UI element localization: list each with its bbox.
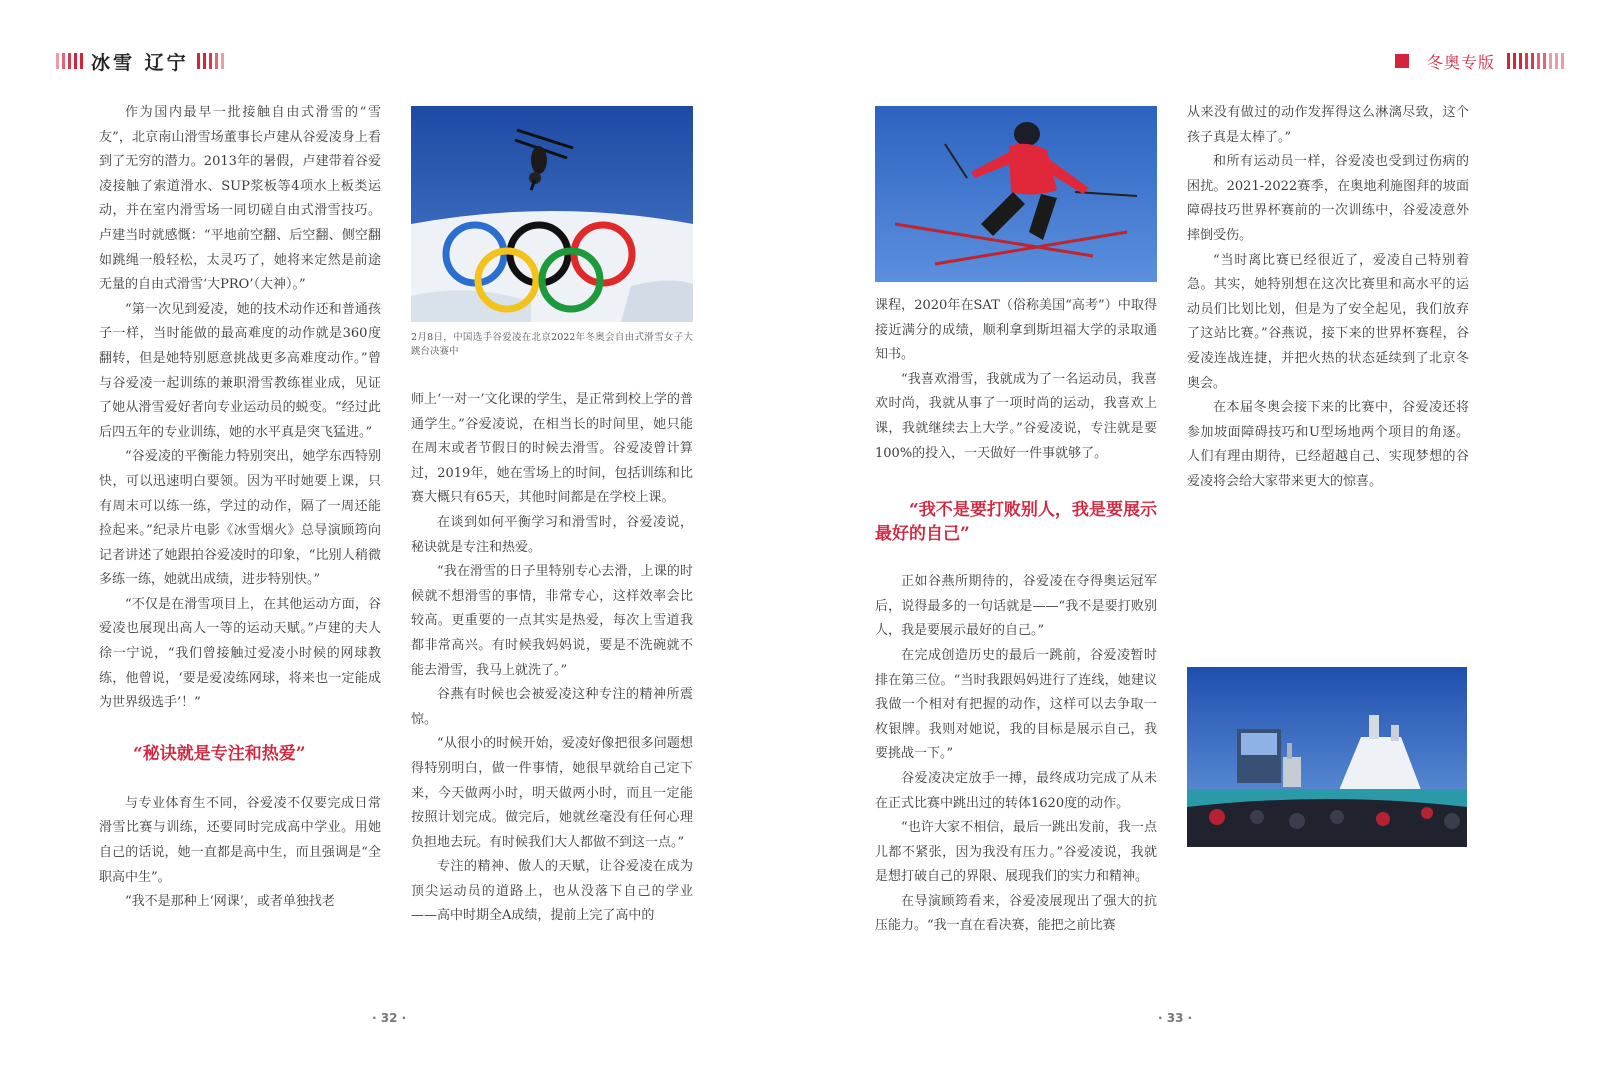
left-header: [56, 48, 224, 74]
paragraph: 作为国内最早一批接触自由式滑雪的“雪友”，北京南山滑雪场董事长卢建从谷爱凌身上看到了无穷的潜力。2013年的暑假，卢建带着谷爱凌接触了索道滑水、SUP浆板等4项水上板类运动，并在室内滑雪场一同切磋自由式滑雪技巧。卢建当时就感慨：“平地前空翻、后空翻、侧空翻如跳绳一般轻松，太灵巧了，她将来定然是前途无量的自由式滑雪‘大PRO’（大神）。”: [99, 105, 381, 293]
paragraph: 和所有运动员一样，谷爱凌也受到过伤病的困扰。2021-2022赛季，在奥地利施图拜的坡面障碍技巧世界杯赛前的一次训练中，谷爱凌意外摔倒受伤。: [1187, 154, 1469, 243]
right-page: [800, 0, 1600, 1092]
paragraph: 在完成创造历史的最后一跳前，谷爱凌暂时排在第三位。“当时我跟妈妈进行了连线，她建议我做一个相对有把握的动作，这样可以去争取一枚银牌。我则对她说，我的目标是展示自己，我要挑战一下。”: [875, 647, 1157, 762]
paragraph: “我喜欢滑雪，我就成为了一名运动员，我喜欢时尚，我就从事了一项时尚的运动，我喜欢上课，我就继续去上大学。”谷爱凌说，专注就是要100%的投入，一天做好一件事就够了。: [875, 371, 1157, 461]
paragraph: “第一次见到爱凌，她的技术动作还和普通孩子一样，当时能做的最高难度的动作就是360度翻转，但是她特别愿意挑战更多高难度动作。”曾与谷爱凌一起训练的兼职滑雪教练崔业成，见证了她从滑雪爱好者向专业运动员的蜕变。“经过此后四五年的专业训练，她的水平真是突飞猛进。”: [99, 301, 381, 440]
right-column-1: [875, 294, 1157, 939]
paragraph: “当时离比赛已经很近了，爱凌自己特别着急。其实，她特别想在这次比赛里和高水平的运动员们比划比划，但是为了安全起见，我们放弃了这站比赛。”谷燕说，接下来的世界杯赛程，谷爱凌连战连捷，并把火热的状态延续到了北京冬奥会。: [1187, 252, 1469, 391]
paragraph: 在本届冬奥会接下来的比赛中，谷爱凌还将参加坡面障碍技巧和U型场地两个项目的角逐。人们有理由期待，已经超越自己、实现梦想的谷爱凌将会给大家带来更大的惊喜。: [1187, 400, 1469, 489]
header-stripes-decoration: [1507, 53, 1564, 69]
paragraph: “从很小的时候开始，爱凌好像把很多问题想得特别明白，做一件事情，她很早就给自己定下来，今天做两小时，明天做两小时，而且一定能按照计划完成。做完后，她就丝毫没有任何心理负担地去玩。有时候我们大人都做不到这一点。”: [411, 736, 693, 850]
section-heading: “我不是要打败别人，我是要展示最好的自己”: [875, 500, 1157, 545]
paragraph: “我在滑雪的日子里特别专心去滑，上课的时候就不想滑雪的事情，非常专心，这样效率会比较高。更重要的一点其实是热爱，每次上雪道我都非常高兴。有时候我妈妈说，要是不洗碗就不能去滑雪，我马上就洗了。”: [411, 564, 693, 678]
left-column-1: [99, 101, 381, 915]
paragraph: “不仅是在滑雪项目上，在其他运动方面，谷爱凌也展现出高人一等的运动天赋。”卢建的夫人徐一宁说，“我们曾接触过爱凌小时候的网球教练，他曾说，‘要是爱凌练网球，将来也一定能成为世界级选手’！”: [99, 596, 381, 711]
magazine-title: 冰雪 辽宁: [91, 51, 189, 74]
left-column-2: [411, 388, 693, 929]
paragraph: “我不是那种上‘网课’，或者单独找老: [125, 894, 335, 910]
paragraph: “也许大家不相信，最后一跳出发前，我一点儿都不紧张，因为我没有压力。”谷爱凌说，我就是想打破自己的界限、展现我们的实力和精神。: [875, 820, 1157, 885]
paragraph: 与专业体育生不同，谷爱凌不仅要完成日常滑雪比赛与训练，还要同时完成高中学业。用她自己的话说，她一直都是高中生，而且强调是“全职高中生”。: [99, 795, 381, 885]
page-number: · 33 ·: [1158, 1011, 1193, 1025]
paragraph: 谷燕有时候也会被爱凌这种专注的精神所震惊。: [411, 687, 693, 727]
section-title: 冬奥专版: [1426, 52, 1495, 72]
paragraph: “谷爱凌的平衡能力特别突出，她学东西特别快，可以迅速明白要领。因为平时她要上课，只有周末可以练一练，学过的动作，隔了一周还能捡起来。”纪录片电影《冰雪烟火》总导演顾筠向记者讲述了她跟拍谷爱凌时的印象，“比别人稍微多练一练，她就出成绩，进步特别快。”: [99, 449, 381, 588]
paragraph: 谷爱凌决定放手一搏，最终成功完成了从未在正式比赛中跳出过的转体1620度的动作。: [875, 770, 1157, 811]
header-stripes-decoration: [56, 53, 83, 69]
header-stripes-decoration: [197, 53, 224, 69]
section-heading: “秘诀就是专注和热爱”: [133, 743, 306, 764]
header-square-decoration: [1395, 54, 1409, 68]
paragraph: 在谈到如何平衡学习和滑雪时，谷爱凌说，秘诀就是专注和热爱。: [411, 514, 693, 555]
right-column-2: [1187, 101, 1469, 495]
skier-jump-photo: [875, 106, 1157, 282]
paragraph: 课程，2020年在SAT（俗称美国“高考”）中取得接近满分的成绩，顺利拿到斯坦福大学的录取通知书。: [875, 298, 1157, 363]
olympic-rings-ski-photo: [411, 106, 693, 322]
paragraph: 正如谷燕所期待的，谷爱凌在夺得奥运冠军后，说得最多的一句话就是——“我不是要打败别人，我是要展示最好的自己。”: [875, 574, 1157, 639]
paragraph: 师上‘一对一’文化课的学生，是正常到校上学的普通学生。”谷爱凌说，在相当长的时间里，她只能在周末或者节假日的时候去滑雪。谷爱凌曾计算过，2019年，她在雪场上的时间，包括训练和比赛大概只有65天，其他时间都是在学校上课。: [411, 392, 693, 506]
photo-caption: 2月8日，中国选手谷爱凌在北京2022年冬奥会自由式滑雪女子大跳台决赛中: [411, 332, 693, 357]
paragraph: 从来没有做过的动作发挥得这么淋漓尽致，这个孩子真是太棒了。”: [1187, 105, 1469, 145]
venue-crowd-photo: [1187, 667, 1467, 847]
right-header: [1395, 48, 1564, 74]
paragraph: 在导演顾筠看来，谷爱凌展现出了强大的抗压能力。“我一直在看决赛，能把之前比赛: [875, 893, 1157, 934]
page-number: · 32 ·: [372, 1011, 407, 1025]
paragraph: 专注的精神、傲人的天赋，让谷爱凌在成为顶尖运动员的道路上，也从没落下自己的学业——高中时期全A成绩，提前上完了高中的: [411, 859, 693, 924]
